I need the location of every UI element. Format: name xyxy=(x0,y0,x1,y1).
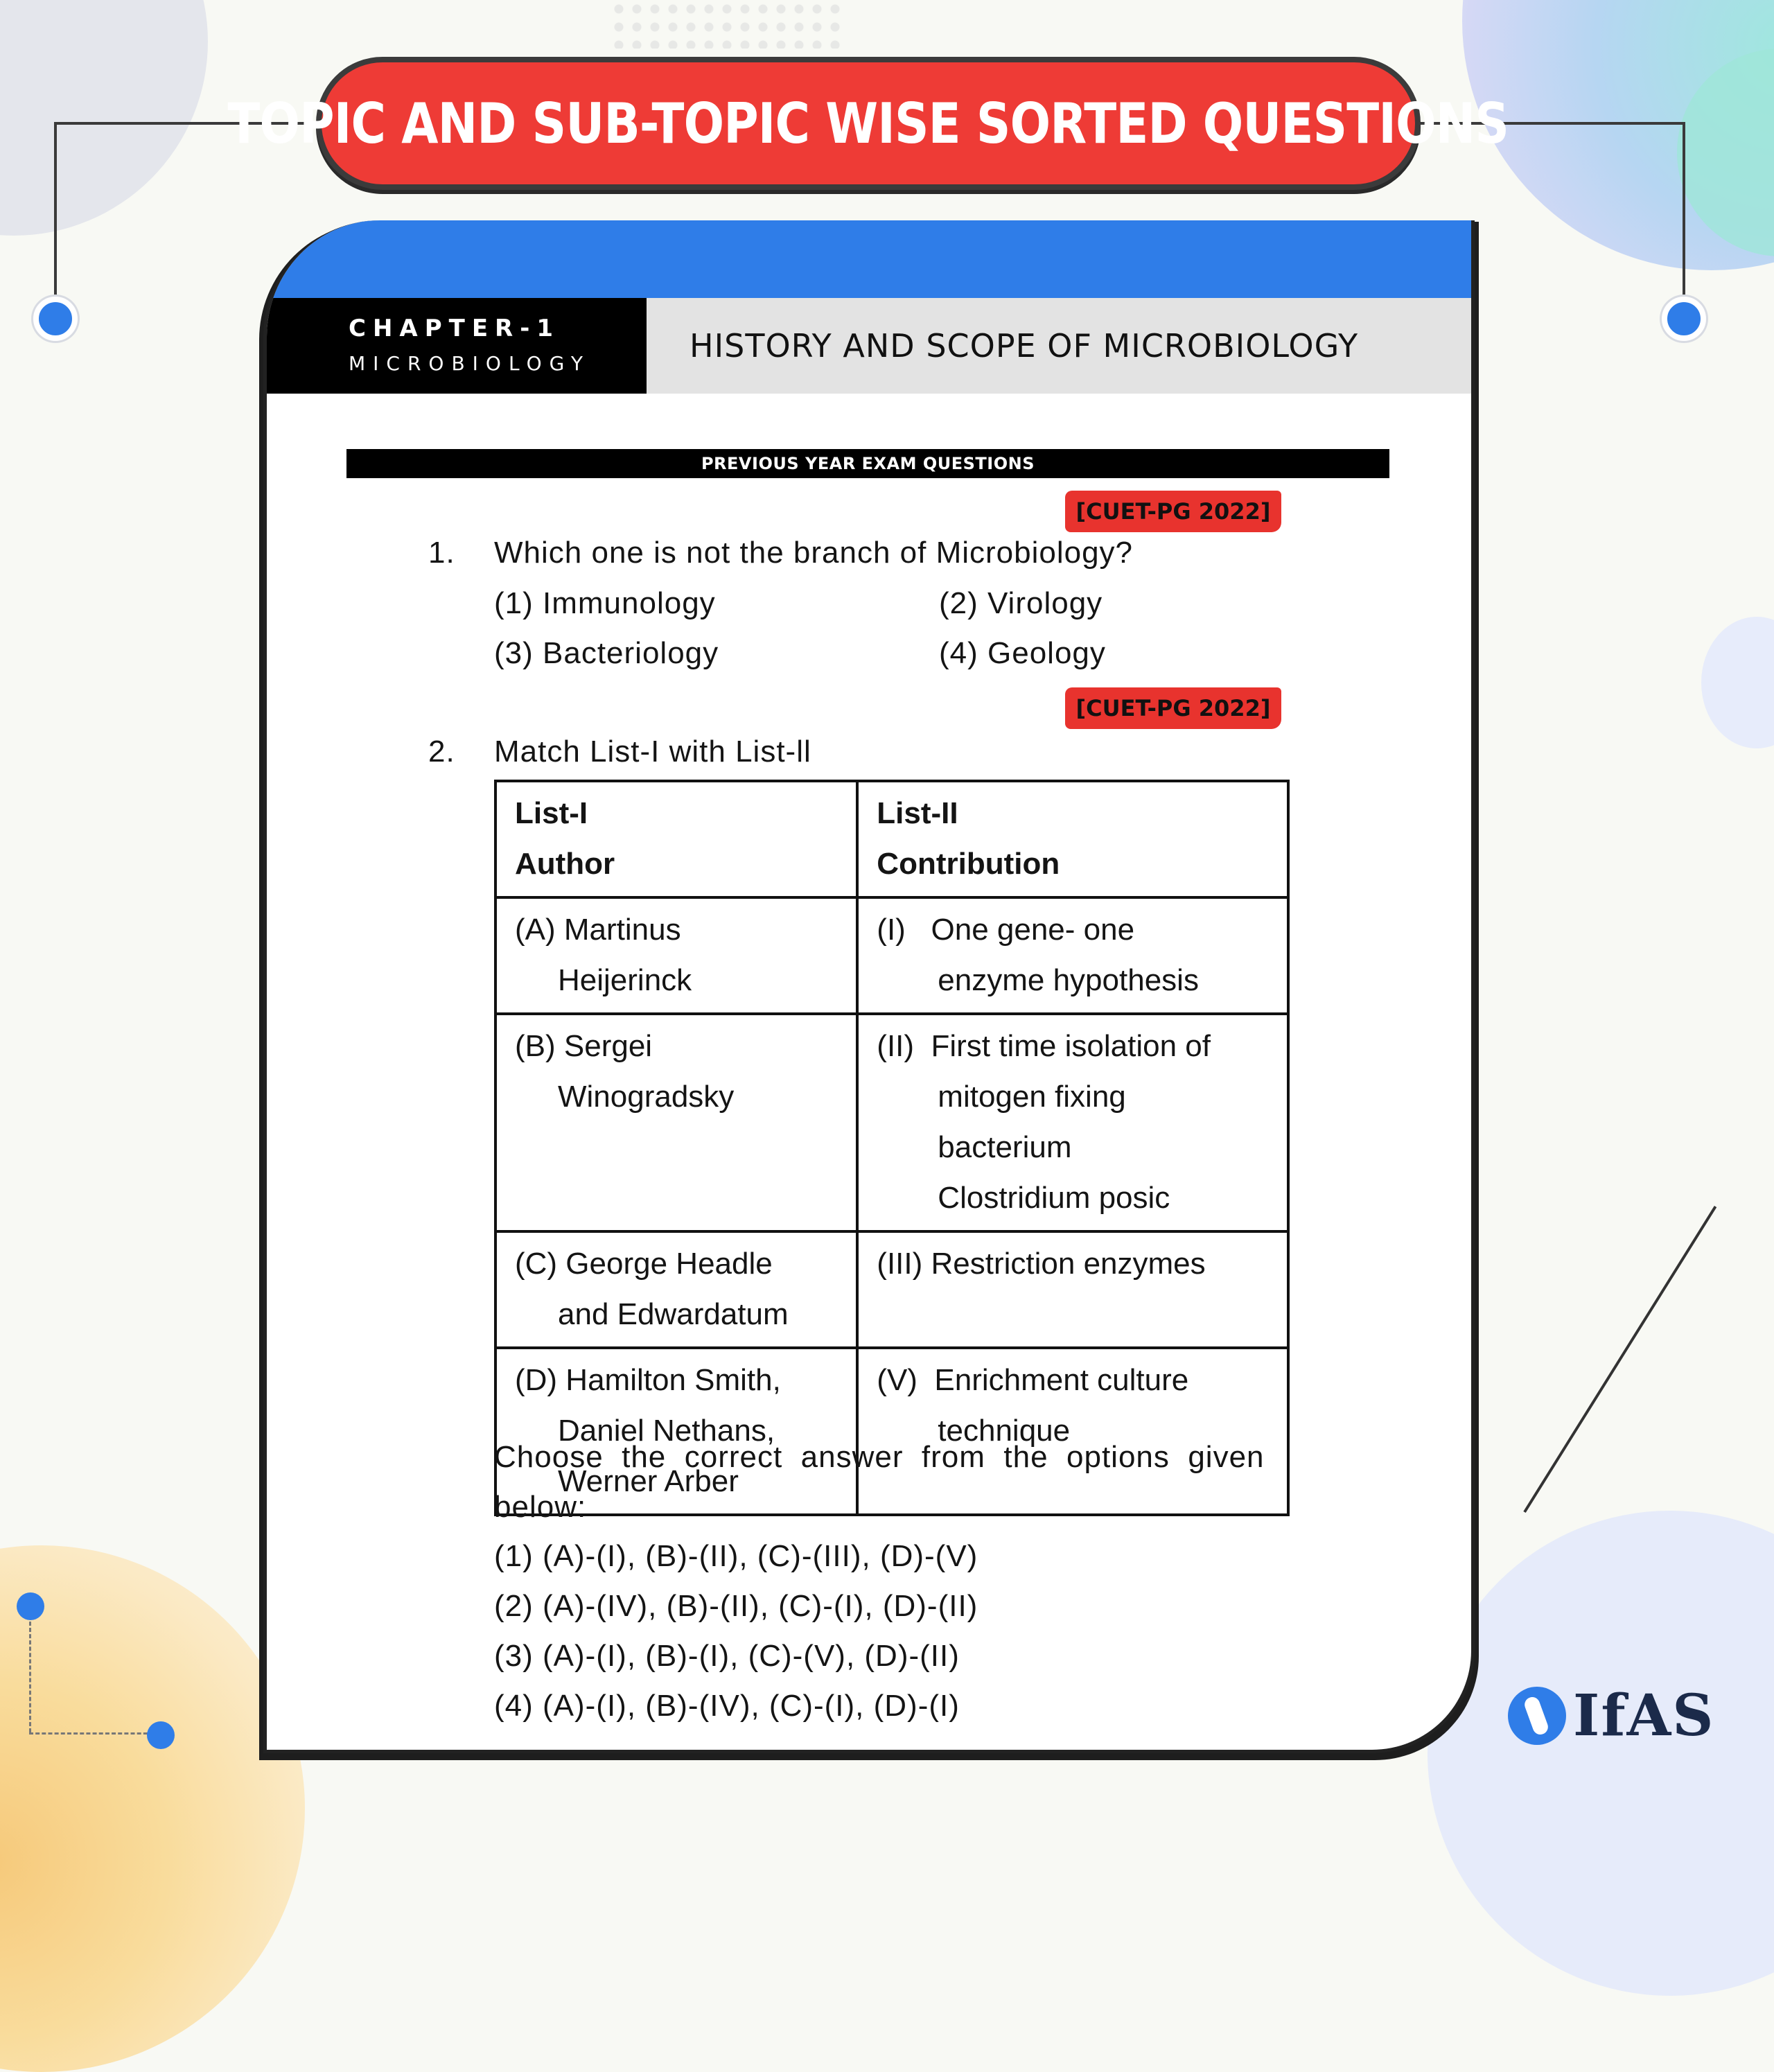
exam-tag: [CUET-PG 2022] xyxy=(1065,491,1281,532)
table-row xyxy=(495,1014,1288,1231)
table-cell xyxy=(495,1014,857,1231)
option: (4) Geology xyxy=(939,636,1106,670)
logo-person-icon xyxy=(1508,1687,1566,1745)
option: (3) Bacteriology xyxy=(494,636,719,670)
header-line: List-I xyxy=(515,796,588,830)
cell-line: Clostridium posic xyxy=(938,1181,1170,1215)
connector-line-right-vertical xyxy=(1683,122,1685,302)
question-number: 2. xyxy=(428,735,455,769)
section-bar: PREVIOUS YEAR EXAM QUESTIONS xyxy=(346,449,1389,478)
dot-node-top xyxy=(17,1592,44,1620)
cell-line: (B) Sergei xyxy=(515,1029,653,1063)
connector-node-right xyxy=(1662,297,1706,341)
dot-pattern xyxy=(610,0,845,49)
chapter-title: HISTORY AND SCOPE OF MICROBIOLOGY xyxy=(690,327,1359,365)
option: (3) (A)-(I), (B)-(I), (C)-(V), (D)-(II) xyxy=(494,1639,960,1673)
header-line: Contribution xyxy=(877,847,1060,881)
cell-line: (III) Restriction enzymes xyxy=(877,1247,1206,1281)
table-cell xyxy=(857,897,1288,1014)
banner-title: TOPIC AND SUB-TOPIC WISE SORTED QUESTIONS xyxy=(227,91,1509,156)
question-text: Match List-I with List-ll xyxy=(494,735,811,769)
table-cell xyxy=(857,1014,1288,1231)
table-cell xyxy=(495,897,857,1014)
cell-line: (D) Hamilton Smith, xyxy=(515,1363,781,1397)
instruction-text: below: xyxy=(494,1490,587,1524)
background-blob-right xyxy=(1701,617,1774,748)
dashed-line-vertical xyxy=(29,1622,31,1732)
table-row xyxy=(495,1231,1288,1348)
chapter-number: CHAPTER-1 xyxy=(349,315,561,342)
cell-line: technique xyxy=(938,1414,1071,1448)
cell-line: (V) Enrichment culture xyxy=(877,1363,1189,1397)
background-blob-top-left xyxy=(0,0,208,236)
match-table xyxy=(494,780,1290,1516)
cell-line: mitogen fixing xyxy=(938,1080,1126,1114)
chapter-subject: MICROBIOLOGY xyxy=(349,352,591,375)
cell-line: Daniel Nethans, xyxy=(558,1414,775,1448)
table-row xyxy=(495,897,1288,1014)
connector-line-left-vertical xyxy=(54,122,57,302)
option: (1) (A)-(I), (B)-(II), (C)-(III), (D)-(V) xyxy=(494,1539,978,1573)
cell-line: Winogradsky xyxy=(558,1080,735,1114)
question-text: Which one is not the branch of Microbiology? xyxy=(494,536,1134,570)
cell-line: (A) Martinus xyxy=(515,913,681,947)
table-header-cell xyxy=(857,781,1288,897)
table-cell xyxy=(857,1348,1288,1515)
cell-line: (I) One gene- one xyxy=(877,913,1135,947)
cell-line: Heijerinck xyxy=(558,963,692,997)
card-top-strip xyxy=(267,220,1471,298)
logo-text: IfAS xyxy=(1573,1683,1715,1749)
table-header-row xyxy=(495,781,1288,897)
option: (4) (A)-(I), (B)-(IV), (C)-(I), (D)-(I) xyxy=(494,1689,960,1723)
option: (2) (A)-(IV), (B)-(II), (C)-(I), (D)-(II) xyxy=(494,1589,978,1623)
table-row xyxy=(495,1348,1288,1515)
cell-line: Werner Arber xyxy=(558,1464,739,1498)
question-card xyxy=(263,220,1475,1753)
dot-node-bottom xyxy=(147,1721,175,1749)
connector-node-left xyxy=(33,297,78,341)
cell-line: enzyme hypothesis xyxy=(938,963,1199,997)
background-blob-bottom-right xyxy=(1428,1511,1774,1996)
chapter-label-box xyxy=(267,298,647,394)
table-cell xyxy=(495,1231,857,1348)
exam-tag: [CUET-PG 2022] xyxy=(1065,687,1281,729)
diagonal-line xyxy=(1523,1206,1716,1513)
cell-line: (II) First time isolation of xyxy=(877,1029,1211,1063)
option: (2) Virology xyxy=(939,586,1103,620)
table-header-cell xyxy=(495,781,857,897)
dashed-line-horizontal xyxy=(29,1732,154,1735)
table-cell xyxy=(857,1231,1288,1348)
instruction-text: Choose the correct answer from the options given xyxy=(494,1440,1265,1474)
title-banner xyxy=(227,57,1509,190)
cell-line: bacterium xyxy=(938,1130,1072,1164)
cell-line: (C) George Headle xyxy=(515,1247,773,1281)
ifas-logo xyxy=(1508,1681,1716,1750)
header-line: List-II xyxy=(877,796,958,830)
cell-line: and Edwardatum xyxy=(558,1297,789,1331)
header-line: Author xyxy=(515,847,615,881)
chapter-title-box xyxy=(647,298,1475,394)
option: (1) Immunology xyxy=(494,586,716,620)
question-number: 1. xyxy=(428,536,455,570)
